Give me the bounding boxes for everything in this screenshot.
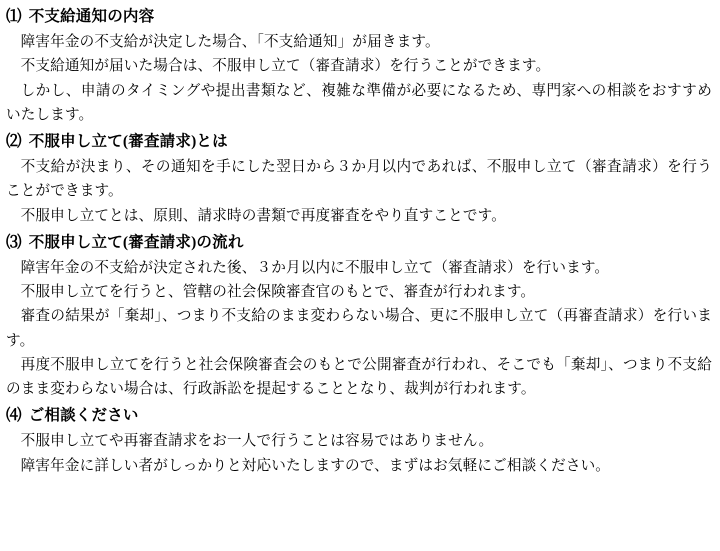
section-title: 不服申し立て(審査請求)とは bbox=[28, 132, 228, 150]
section-paragraph: 不支給が決まり、その通知を手にした翌日から３か月以内であれば、不服申し立て（審査請求）を行うことができます。 bbox=[6, 159, 712, 200]
section-number: ⑴ bbox=[6, 8, 22, 25]
document-section bbox=[6, 403, 712, 478]
section-heading bbox=[6, 403, 712, 428]
section-paragraph: 障害年金の不支給が決定した場合、「不支給通知」が届きます。 bbox=[20, 34, 440, 51]
section-number: ⑵ bbox=[6, 132, 22, 150]
section-paragraph: 障害年金に詳しい者がしっかりと対応いたしますので、まずはお気軽にご相談ください。 bbox=[20, 457, 611, 474]
section-paragraph: 再度不服申し立てを行うと社会保険審査会のもとで公開審査が行われ、そこでも「棄却」、つまり不支給のまま変わらない場合は、行政訴訟を提起することとなり、裁判が行われます。 bbox=[6, 356, 712, 397]
section-paragraph: 不支給通知が届いた場合は、不服申し立て（審査請求）を行うことができます。 bbox=[20, 58, 551, 75]
section-paragraph: しかし、申請のタイミングや提出書類など、複雑な準備が必要になるため、専門家への相談をおすすめいたします。 bbox=[6, 82, 712, 123]
section-heading bbox=[6, 230, 712, 255]
document-section bbox=[6, 4, 712, 127]
section-paragraph: 審査の結果が「棄却」、つまり不支給のまま変わらない場合、更に不服申し立て（再審査請求）を行います。 bbox=[6, 308, 712, 349]
section-number: ⑷ bbox=[6, 407, 22, 425]
section-paragraph: 不服申し立てとは、原則、請求時の書類で再度審査をやり直すことです。 bbox=[20, 207, 506, 224]
section-title: ご相談ください bbox=[28, 407, 139, 425]
section-number: ⑶ bbox=[6, 233, 22, 251]
section-paragraph: 不服申し立てや再審査請求をお一人で行うことは容易ではありません。 bbox=[20, 433, 494, 450]
section-heading bbox=[6, 4, 712, 29]
section-heading bbox=[6, 129, 712, 154]
section-title: 不服申し立て(審査請求)の流れ bbox=[28, 233, 244, 251]
section-paragraph: 障害年金の不支給が決定された後、３か月以内に不服申し立て（審査請求）を行います。 bbox=[20, 259, 610, 276]
document-section bbox=[6, 230, 712, 401]
section-title: 不支給通知の内容 bbox=[28, 8, 155, 25]
section-paragraph: 不服申し立てを行うと、管轄の社会保険審査官のもとで、審査が行われます。 bbox=[20, 284, 536, 301]
document-section bbox=[6, 129, 712, 228]
